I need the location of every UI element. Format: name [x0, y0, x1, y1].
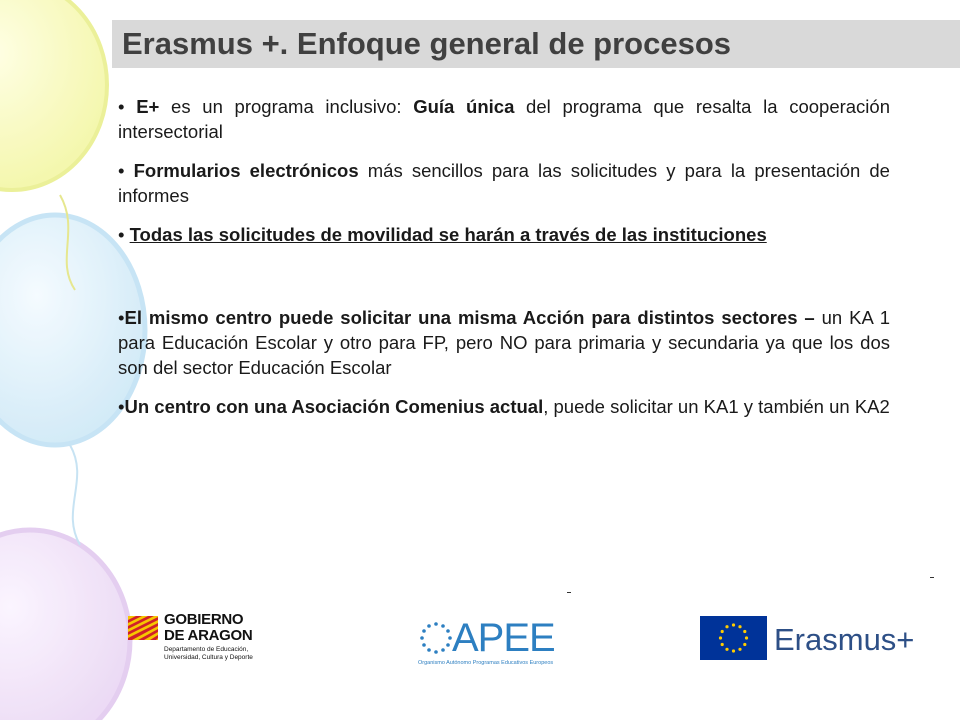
bullet-marker: • — [118, 160, 134, 181]
bullet-item — [118, 158, 890, 208]
erasmus-wordmark: Erasmus+ — [774, 622, 915, 657]
apee-logo — [418, 616, 573, 670]
plain-text: del programa que resalta la cooperación intersectorial — [118, 96, 890, 142]
erasmus-plus-logo — [700, 614, 930, 664]
title-bar — [112, 20, 960, 68]
bullet-marker: • — [118, 96, 137, 117]
underlined-text: Todas las solicitudes de movilidad se harán a través de las instituciones — [129, 224, 767, 245]
bold-text: Guía única — [413, 96, 515, 117]
bullet-item — [118, 394, 890, 419]
bold-text: E+ — [136, 96, 160, 117]
gobierno-name: GOBIERNO DE ARAGON — [164, 611, 253, 644]
apee-subtitle: Organismo Autónomo Programas Educativos Europeos — [418, 660, 554, 666]
bullet-marker: • — [118, 307, 125, 328]
plain-text: un KA 1 para Educación Escolar y otro para FP, pero NO para primaria y secundaria ya que los dos son del sector Educación Escolar — [118, 307, 890, 378]
plain-text: más sencillos para las solicitudes y para la presentación de informes — [118, 160, 890, 206]
apee-wordmark: APEE — [452, 616, 555, 660]
slide-content — [118, 94, 890, 433]
bold-text: Un centro con una Asociación Comenius actual — [124, 396, 544, 417]
bullet-item — [118, 222, 890, 247]
eu-flag-icon — [700, 616, 767, 660]
slide-title: Erasmus +. Enfoque general de procesos — [122, 26, 732, 61]
plain-text: es un programa inclusivo: — [159, 96, 414, 117]
star-ring-icon — [418, 620, 454, 656]
footer-logos — [0, 598, 960, 678]
bold-text: Formularios electrónicos — [133, 160, 359, 181]
bullet-marker: • — [118, 396, 125, 417]
gobierno-aragon-logo — [128, 612, 288, 664]
aragon-flag-icon — [128, 616, 158, 640]
bullet-item — [118, 94, 890, 144]
department-name: Departamento de Educación, Universidad, Cultura y Deporte — [164, 646, 253, 661]
bold-text: El mismo centro puede solicitar una misma Acción para distintos sectores – — [124, 307, 815, 328]
bullet-item — [118, 305, 890, 380]
bullet-marker: • — [118, 224, 130, 245]
plain-text: , puede solicitar un KA1 y también un KA2 — [543, 396, 890, 417]
